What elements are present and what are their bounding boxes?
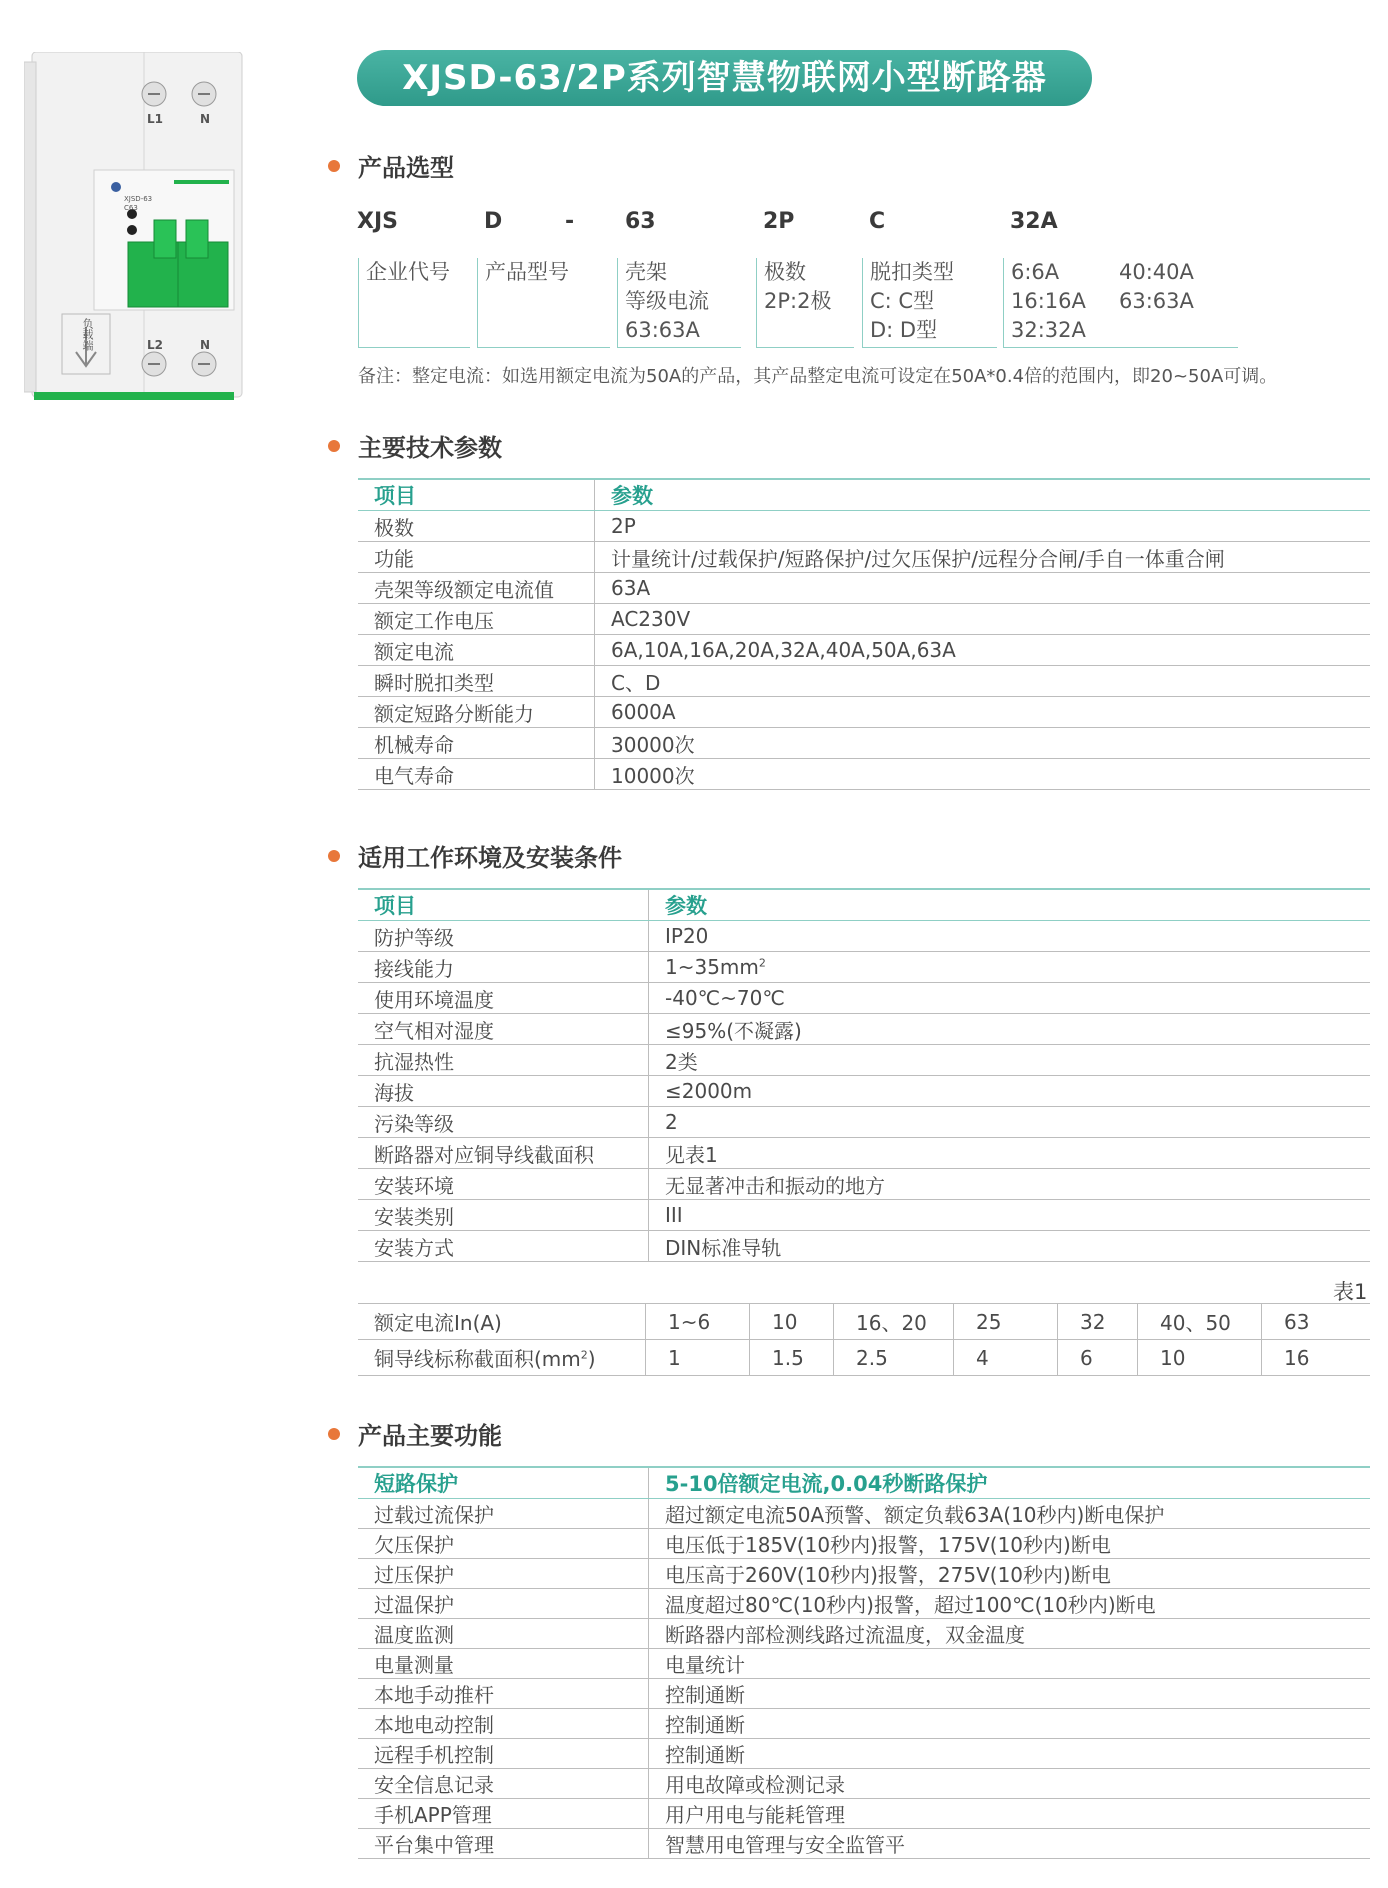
- table-header: [358, 889, 1370, 921]
- row-label: 接线能力: [358, 952, 649, 983]
- row-label: 安装环境: [358, 1169, 649, 1200]
- row-value: 控制通断: [649, 1679, 1371, 1709]
- cell: 2.5: [834, 1340, 954, 1376]
- wire-label-suffix: ): [587, 1347, 596, 1371]
- cell: 16: [1262, 1340, 1371, 1376]
- current-line-2: 16:16A: [1011, 289, 1086, 313]
- cell: 25: [954, 1304, 1058, 1340]
- row-label: [358, 1340, 646, 1376]
- row-value: 无显著冲击和振动的地方: [649, 1169, 1371, 1200]
- row-value: 温度超过80℃(10秒内)报警，超过100℃(10秒内)断电: [649, 1589, 1371, 1619]
- table-row: [358, 1799, 1370, 1829]
- section-title: 主要技术参数: [358, 434, 502, 462]
- row-value: -40℃~70℃: [649, 983, 1371, 1014]
- cell: 10: [750, 1304, 834, 1340]
- table-row: [358, 1589, 1370, 1619]
- row-label: 安装方式: [358, 1231, 649, 1262]
- row-label: 极数: [358, 511, 595, 542]
- row-label: 额定电流In(A): [358, 1304, 646, 1340]
- section-title: 产品主要功能: [358, 1422, 502, 1450]
- row-value: 2P: [595, 511, 1371, 542]
- bullet-icon: [328, 160, 340, 172]
- row-value: 63A: [595, 573, 1371, 604]
- current-line-1: 6:6A: [1011, 260, 1060, 284]
- row-value: ≤2000m: [649, 1076, 1371, 1107]
- code-model: D: [484, 209, 503, 234]
- header-param: 参数: [649, 889, 1371, 921]
- row-value: 2: [649, 1107, 1371, 1138]
- table-row: [358, 511, 1370, 542]
- row-value: 见表1: [649, 1138, 1371, 1169]
- table-row: [358, 697, 1370, 728]
- selection-company: [358, 258, 470, 348]
- table-row: [358, 1304, 1370, 1340]
- row-value: ≤95%(不凝露): [649, 1014, 1371, 1045]
- row-label: 断路器对应铜导线截面积: [358, 1138, 649, 1169]
- row-label: 抗湿热性: [358, 1045, 649, 1076]
- table-row: [358, 921, 1370, 952]
- trip-line-1: 脱扣类型: [870, 260, 954, 284]
- table-header: [358, 1467, 1370, 1499]
- wire-label-text: 铜导线标称截面积(mm: [374, 1347, 581, 1371]
- table-row: [358, 983, 1370, 1014]
- row-value: 电量统计: [649, 1649, 1371, 1679]
- section-title: 适用工作环境及安装条件: [358, 844, 622, 872]
- table-row: [358, 1739, 1370, 1769]
- table-row: [358, 1769, 1370, 1799]
- bullet-icon: [328, 850, 340, 862]
- row-value: 6000A: [595, 697, 1371, 728]
- row-value: 30000次: [595, 728, 1371, 759]
- table-row: [358, 728, 1370, 759]
- row-label: 机械寿命: [358, 728, 595, 759]
- table-row: [358, 666, 1370, 697]
- row-label: 本地手动推杆: [358, 1679, 649, 1709]
- functions-table: [358, 1466, 1370, 1859]
- row-label: 使用环境温度: [358, 983, 649, 1014]
- row-label: 海拔: [358, 1076, 649, 1107]
- table-row: [358, 1709, 1370, 1739]
- bullet-icon: [328, 1428, 340, 1440]
- cell: 4: [954, 1340, 1058, 1376]
- code-trip: C: [869, 209, 886, 234]
- table-row: [358, 1169, 1370, 1200]
- table-row: [358, 1499, 1370, 1529]
- table-row: [358, 604, 1370, 635]
- rating-label: C63: [124, 204, 138, 212]
- trip-line-2: C: C型: [870, 289, 935, 313]
- row-label: 过压保护: [358, 1559, 649, 1589]
- row-value: DIN标准导轨: [649, 1231, 1371, 1262]
- row-value: 控制通断: [649, 1739, 1371, 1769]
- table-row: [358, 1340, 1370, 1376]
- row-value: 断路器内部检测线路过流温度，双金温度: [649, 1619, 1371, 1649]
- terminal-label-n-bottom: N: [200, 338, 211, 352]
- poles-line-2: 2P:2极: [764, 289, 832, 313]
- table-row: [358, 542, 1370, 573]
- row-label: 本地电动控制: [358, 1709, 649, 1739]
- breaker-product-image: [24, 52, 254, 412]
- code-frame: 63: [625, 209, 656, 234]
- row-label: 手机APP管理: [358, 1799, 649, 1829]
- breaker-drawing: [24, 52, 254, 412]
- cell: 40、50: [1138, 1304, 1262, 1340]
- cell: 1: [646, 1340, 750, 1376]
- row-label: 远程手机控制: [358, 1739, 649, 1769]
- row-label: 电气寿命: [358, 759, 595, 790]
- row-value: C、D: [595, 666, 1371, 697]
- row-label: 平台集中管理: [358, 1829, 649, 1859]
- selection-poles: [756, 258, 854, 348]
- selection-company-label: 企业代号: [366, 260, 450, 284]
- table-row: [358, 952, 1370, 983]
- row-label: 额定工作电压: [358, 604, 595, 635]
- row-label: 过载过流保护: [358, 1499, 649, 1529]
- trip-line-3: D: D型: [870, 318, 938, 342]
- row-label: 额定短路分断能力: [358, 697, 595, 728]
- selection-note: 备注：整定电流：如选用额定电流为50A的产品，其产品整定电流可设定在50A*0.4倍的范围内，即20~50A可调。: [358, 366, 1278, 387]
- code-dash: -: [565, 209, 575, 234]
- row-label: 温度监测: [358, 1619, 649, 1649]
- header-param: 参数: [595, 479, 1371, 511]
- code-poles: 2P: [763, 209, 795, 234]
- table-row: [358, 1829, 1370, 1859]
- selection-product-model: [477, 258, 610, 348]
- row-label: 功能: [358, 542, 595, 573]
- terminal-label-n-top: N: [200, 112, 211, 126]
- row-value: [649, 952, 1371, 983]
- row-label: 电量测量: [358, 1649, 649, 1679]
- frame-line-2: 等级电流: [625, 289, 709, 313]
- table-row: [358, 1076, 1370, 1107]
- code-company: XJS: [357, 209, 398, 234]
- header-param: 5-10倍额定电流,0.04秒断路保护: [649, 1467, 1371, 1499]
- frame-line-1: 壳架: [625, 260, 667, 284]
- load-side-label: 负载端: [81, 318, 94, 351]
- selection-current: [1003, 258, 1238, 348]
- cell: 16、20: [834, 1304, 954, 1340]
- row-label: 壳架等级额定电流值: [358, 573, 595, 604]
- table-header: [358, 479, 1370, 511]
- row-value: 计量统计/过载保护/短路保护/过欠压保护/远程分合闸/手自一体重合闸: [595, 542, 1371, 573]
- selection-trip: [862, 258, 997, 348]
- table-row: [358, 1619, 1370, 1649]
- table-row: [358, 1200, 1370, 1231]
- wire-section-table: [358, 1303, 1370, 1376]
- row-label: 欠压保护: [358, 1529, 649, 1559]
- terminal-label-l1: L1: [147, 112, 163, 126]
- cell: 63: [1262, 1304, 1371, 1340]
- row-label: 额定电流: [358, 635, 595, 666]
- table-row: [358, 1107, 1370, 1138]
- wiring-capacity-value: 1~35mm: [665, 955, 759, 979]
- header-item: 项目: [358, 479, 595, 511]
- selection-frame: [617, 258, 741, 348]
- table-row: [358, 1045, 1370, 1076]
- tech-params-table: [358, 478, 1370, 790]
- row-value: 2类: [649, 1045, 1371, 1076]
- environment-table: [358, 888, 1370, 1262]
- row-value: 智慧用电管理与安全监管平: [649, 1829, 1371, 1859]
- row-value: 用电故障或检测记录: [649, 1769, 1371, 1799]
- table-row: [358, 573, 1370, 604]
- current-line-5: 63:63A: [1119, 289, 1194, 313]
- cell: 1~6: [646, 1304, 750, 1340]
- code-current: 32A: [1010, 209, 1058, 234]
- row-label: 污染等级: [358, 1107, 649, 1138]
- current-line-4: 40:40A: [1119, 260, 1194, 284]
- row-value: 电压低于185V(10秒内)报警，175V(10秒内)断电: [649, 1529, 1371, 1559]
- terminal-label-l2: L2: [147, 338, 163, 352]
- table-row: [358, 1231, 1370, 1262]
- row-value: IP20: [649, 921, 1371, 952]
- cell: 10: [1138, 1340, 1262, 1376]
- row-value: 6A,10A,16A,20A,32A,40A,50A,63A: [595, 635, 1371, 666]
- row-value: 超过额定电流50A预警、额定负载63A(10秒内)断电保护: [649, 1499, 1371, 1529]
- table-row: [358, 635, 1370, 666]
- row-label: 安装类别: [358, 1200, 649, 1231]
- section-title: 产品选型: [358, 154, 454, 182]
- row-value: 电压高于260V(10秒内)报警，275V(10秒内)断电: [649, 1559, 1371, 1589]
- row-label: 防护等级: [358, 921, 649, 952]
- model-label: XJSD-63: [124, 195, 153, 203]
- table-row: [358, 1014, 1370, 1045]
- poles-line-1: 极数: [764, 260, 806, 284]
- row-label: 空气相对湿度: [358, 1014, 649, 1045]
- selection-product-model-label: 产品型号: [485, 260, 569, 284]
- superscript: 2: [580, 1348, 588, 1362]
- superscript: 2: [758, 956, 766, 970]
- frame-line-3: 63:63A: [625, 318, 700, 342]
- row-label: 过温保护: [358, 1589, 649, 1619]
- table-row: [358, 759, 1370, 790]
- current-line-3: 32:32A: [1011, 318, 1086, 342]
- cell: 6: [1058, 1340, 1138, 1376]
- row-label: 安全信息记录: [358, 1769, 649, 1799]
- table-row: [358, 1649, 1370, 1679]
- row-value: III: [649, 1200, 1371, 1231]
- section-heading-environment: [328, 838, 622, 873]
- header-item: 短路保护: [358, 1467, 649, 1499]
- page-title: XJSD-63/2P系列智慧物联网小型断路器: [357, 50, 1092, 106]
- table-row: [358, 1679, 1370, 1709]
- table-row: [358, 1529, 1370, 1559]
- row-value: AC230V: [595, 604, 1371, 635]
- section-heading-selection: [328, 148, 454, 183]
- section-heading-tech: [328, 428, 502, 463]
- header-item: 项目: [358, 889, 649, 921]
- row-label: 瞬时脱扣类型: [358, 666, 595, 697]
- table-row: [358, 1559, 1370, 1589]
- table-row: [358, 1138, 1370, 1169]
- section-heading-functions: [328, 1416, 502, 1451]
- row-value: 控制通断: [649, 1709, 1371, 1739]
- cell: 32: [1058, 1304, 1138, 1340]
- table-1-tag: 表1: [1333, 1280, 1368, 1304]
- cell: 1.5: [750, 1340, 834, 1376]
- bullet-icon: [328, 440, 340, 452]
- row-value: 用户用电与能耗管理: [649, 1799, 1371, 1829]
- row-value: 10000次: [595, 759, 1371, 790]
